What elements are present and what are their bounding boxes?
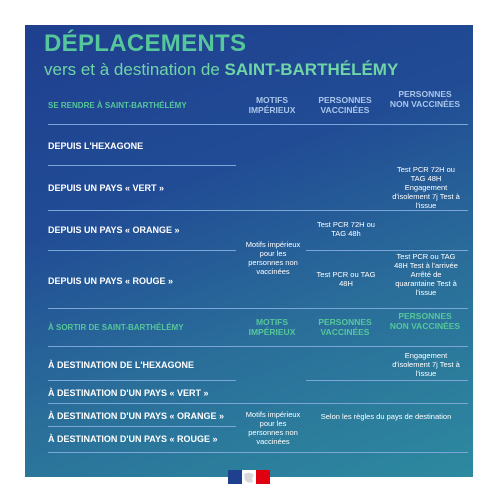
section2-col-vaccinees: PERSONNES VACCINÉES: [318, 317, 372, 337]
divider: [48, 250, 236, 251]
motifs-imperieux-text: Motifs impérieux pour les personnes non vaccinées: [245, 240, 301, 276]
vacc-rouge-requirements: Test PCR ou TAG 48H: [316, 270, 376, 288]
section2-col-non-vaccinees: PERSONNES NON VACCINÉES: [389, 311, 461, 331]
section2-col-motifs: MOTIFS IMPÉRIEUX: [248, 317, 296, 337]
section1-col-vaccinees: PERSONNES VACCINÉES: [318, 95, 372, 115]
row-pays-orange: DEPUIS UN PAYS « ORANGE »: [48, 225, 180, 235]
nonvacc-requirements: Test PCR 72H ou TAG 48H Engagement d'isolement 7j Test à l'issue: [392, 165, 460, 210]
marianne-logo-icon: [228, 466, 272, 488]
section2-header: À SORTIR DE SAINT-BARTHÉLÉMY: [48, 323, 184, 332]
row-destination-hexagone: À DESTINATION DE L'HEXAGONE: [48, 360, 194, 370]
nonvacc-rouge-requirements: Test PCR ou TAG 48H Test à l'arrivée Arrêté de quarantaine Test à l'issue: [394, 252, 458, 297]
row-destination-vert: À DESTINATION D'UN PAYS « VERT »: [48, 388, 209, 398]
divider: [48, 210, 468, 211]
divider: [48, 452, 468, 453]
subtitle-destination: SAINT-BARTHÉLÉMY: [224, 60, 399, 79]
row-destination-rouge: À DESTINATION D'UN PAYS « ROUGE »: [48, 434, 218, 444]
nonvacc-hexagone-requirements: Engagement d'isolement 7j Test à l'issue: [392, 351, 460, 378]
divider: [48, 165, 236, 166]
divider: [48, 380, 236, 381]
subtitle-text: vers et à destination de: [44, 60, 225, 79]
divider: [306, 380, 468, 381]
page-subtitle: [44, 60, 398, 80]
divider: [48, 403, 468, 404]
divider: [48, 124, 468, 125]
divider: [48, 308, 468, 309]
row-pays-rouge: DEPUIS UN PAYS « ROUGE »: [48, 276, 174, 286]
section1-header: SE RENDRE À SAINT-BARTHÉLÉMY: [48, 101, 187, 110]
divider: [48, 426, 236, 427]
divider: [48, 346, 468, 347]
section1-col-non-vaccinees: PERSONNES NON VACCINÉES: [389, 89, 461, 109]
row-hexagone: DEPUIS L'HEXAGONE: [48, 141, 144, 151]
vacc-orange-requirements: Test PCR 72H ou TAG 48h: [317, 220, 375, 238]
divider: [306, 250, 468, 251]
row-destination-orange: À DESTINATION D'UN PAYS « ORANGE »: [48, 411, 225, 421]
section1-col-motifs: MOTIFS IMPÉRIEUX: [248, 95, 296, 115]
motifs-imperieux-text-2: Motifs impérieux pour les personnes non vaccinées: [245, 410, 301, 446]
row-pays-vert: DEPUIS UN PAYS « VERT »: [48, 183, 165, 193]
page-title: DÉPLACEMENTS: [44, 30, 247, 57]
regles-destination-text: Selon les règles du pays de destination: [320, 412, 452, 421]
